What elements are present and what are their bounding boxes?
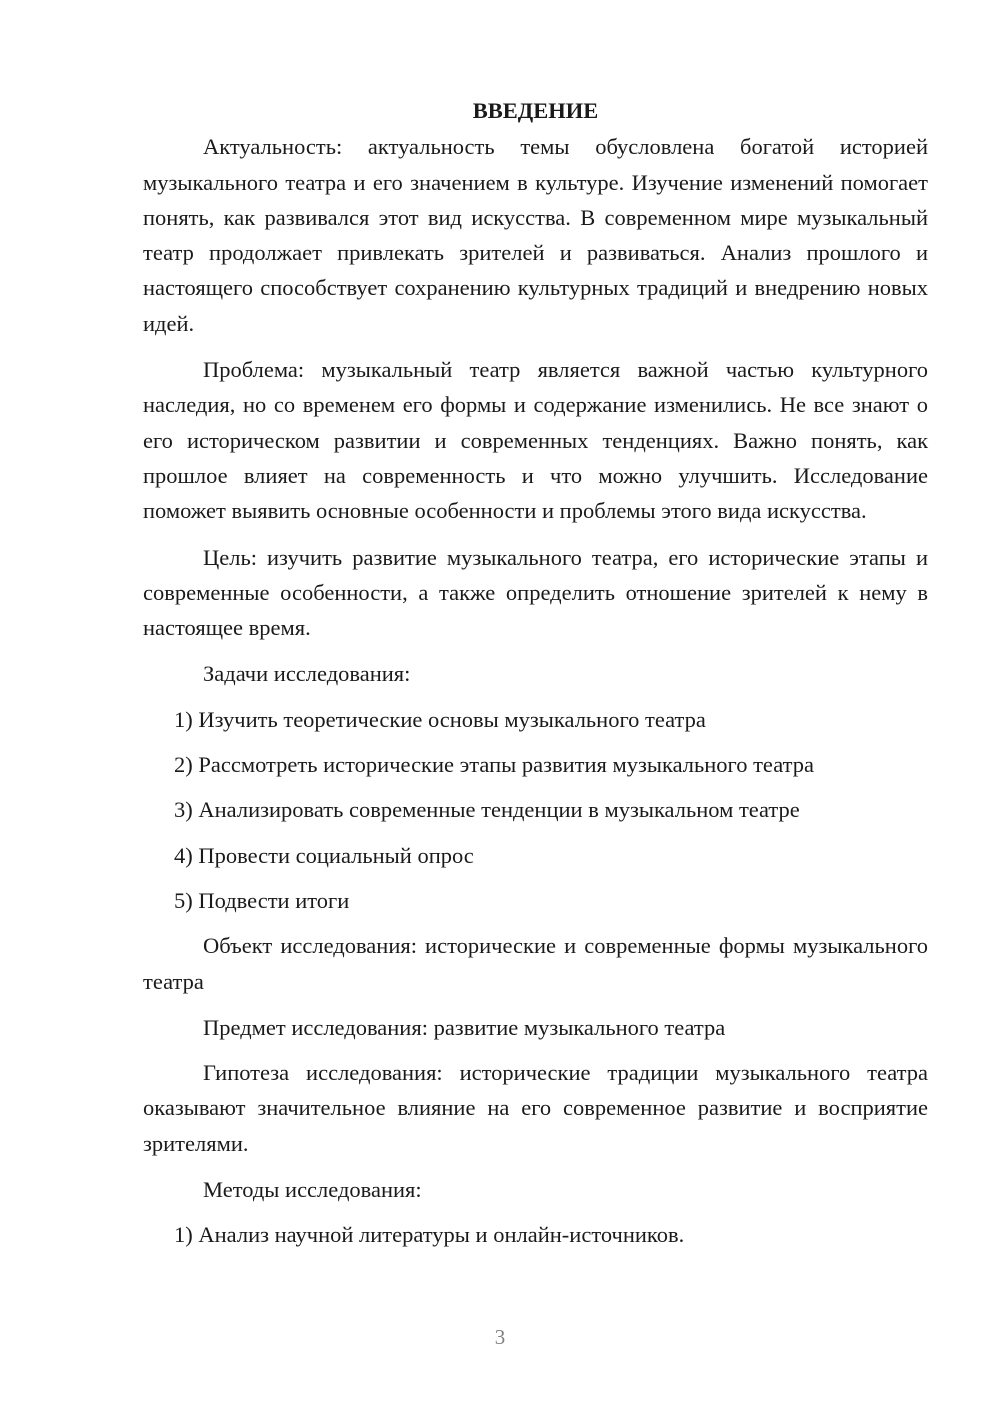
- method-item: 1) Анализ научной литературы и онлайн-источников.: [174, 1222, 685, 1248]
- relevance-paragraph: Актуальность: актуальность темы обусловлена богатой историей музыкального театра и его значением в культуре. Изучение изменений помогает понять, как развивался этот вид искусства. В современном мире музыкальный театр продолжает привлекать зрителей и развиваться. Анализ прошлого и настоящего способствует сохранению культурных традиций и внедрению новых идей.: [143, 134, 928, 336]
- task-item: 1) Изучить теоретические основы музыкального театра: [174, 706, 706, 732]
- section-heading: ВВЕДЕНИЕ: [472, 98, 599, 123]
- tasks-list: [143, 702, 928, 918]
- page-number: 3: [494, 1325, 506, 1349]
- task-item: 2) Рассмотреть исторические этапы развития музыкального театра: [174, 752, 814, 778]
- goal-paragraph: Цель: изучить развитие музыкального театра, его исторические этапы и современные особенности, а также определить отношение зрителей к нему в настоящее время.: [143, 544, 928, 641]
- methods-list: [143, 1217, 928, 1252]
- problem-paragraph: Проблема: музыкальный театр является важной частью культурного наследия, но со временем его формы и содержание изменились. Не все знают о его историческом развитии и современных тенденциях. Важно понять, как прошлое влияет на современность и что можно улучшить. Исследование поможет выявить основные особенности и проблемы этого вида искусства.: [143, 357, 928, 524]
- object-paragraph: Объект исследования: исторические и современные формы музыкального театра: [143, 933, 928, 994]
- task-item: 3) Анализировать современные тенденции в музыкальном театре: [174, 797, 800, 823]
- task-item: 4) Провести социальный опрос: [174, 842, 474, 868]
- hypothesis-paragraph: Гипотеза исследования: исторические традиции музыкального театра оказывают значительное влияние на его современное развитие и восприятие зрителями.: [143, 1060, 928, 1156]
- methods-title: Методы исследования:: [203, 1177, 422, 1203]
- tasks-title: Задачи исследования:: [203, 661, 411, 687]
- task-item: 5) Подвести итоги: [174, 887, 350, 913]
- subject-paragraph: Предмет исследования: развитие музыкального театра: [203, 1014, 726, 1040]
- document-page: [143, 93, 928, 1263]
